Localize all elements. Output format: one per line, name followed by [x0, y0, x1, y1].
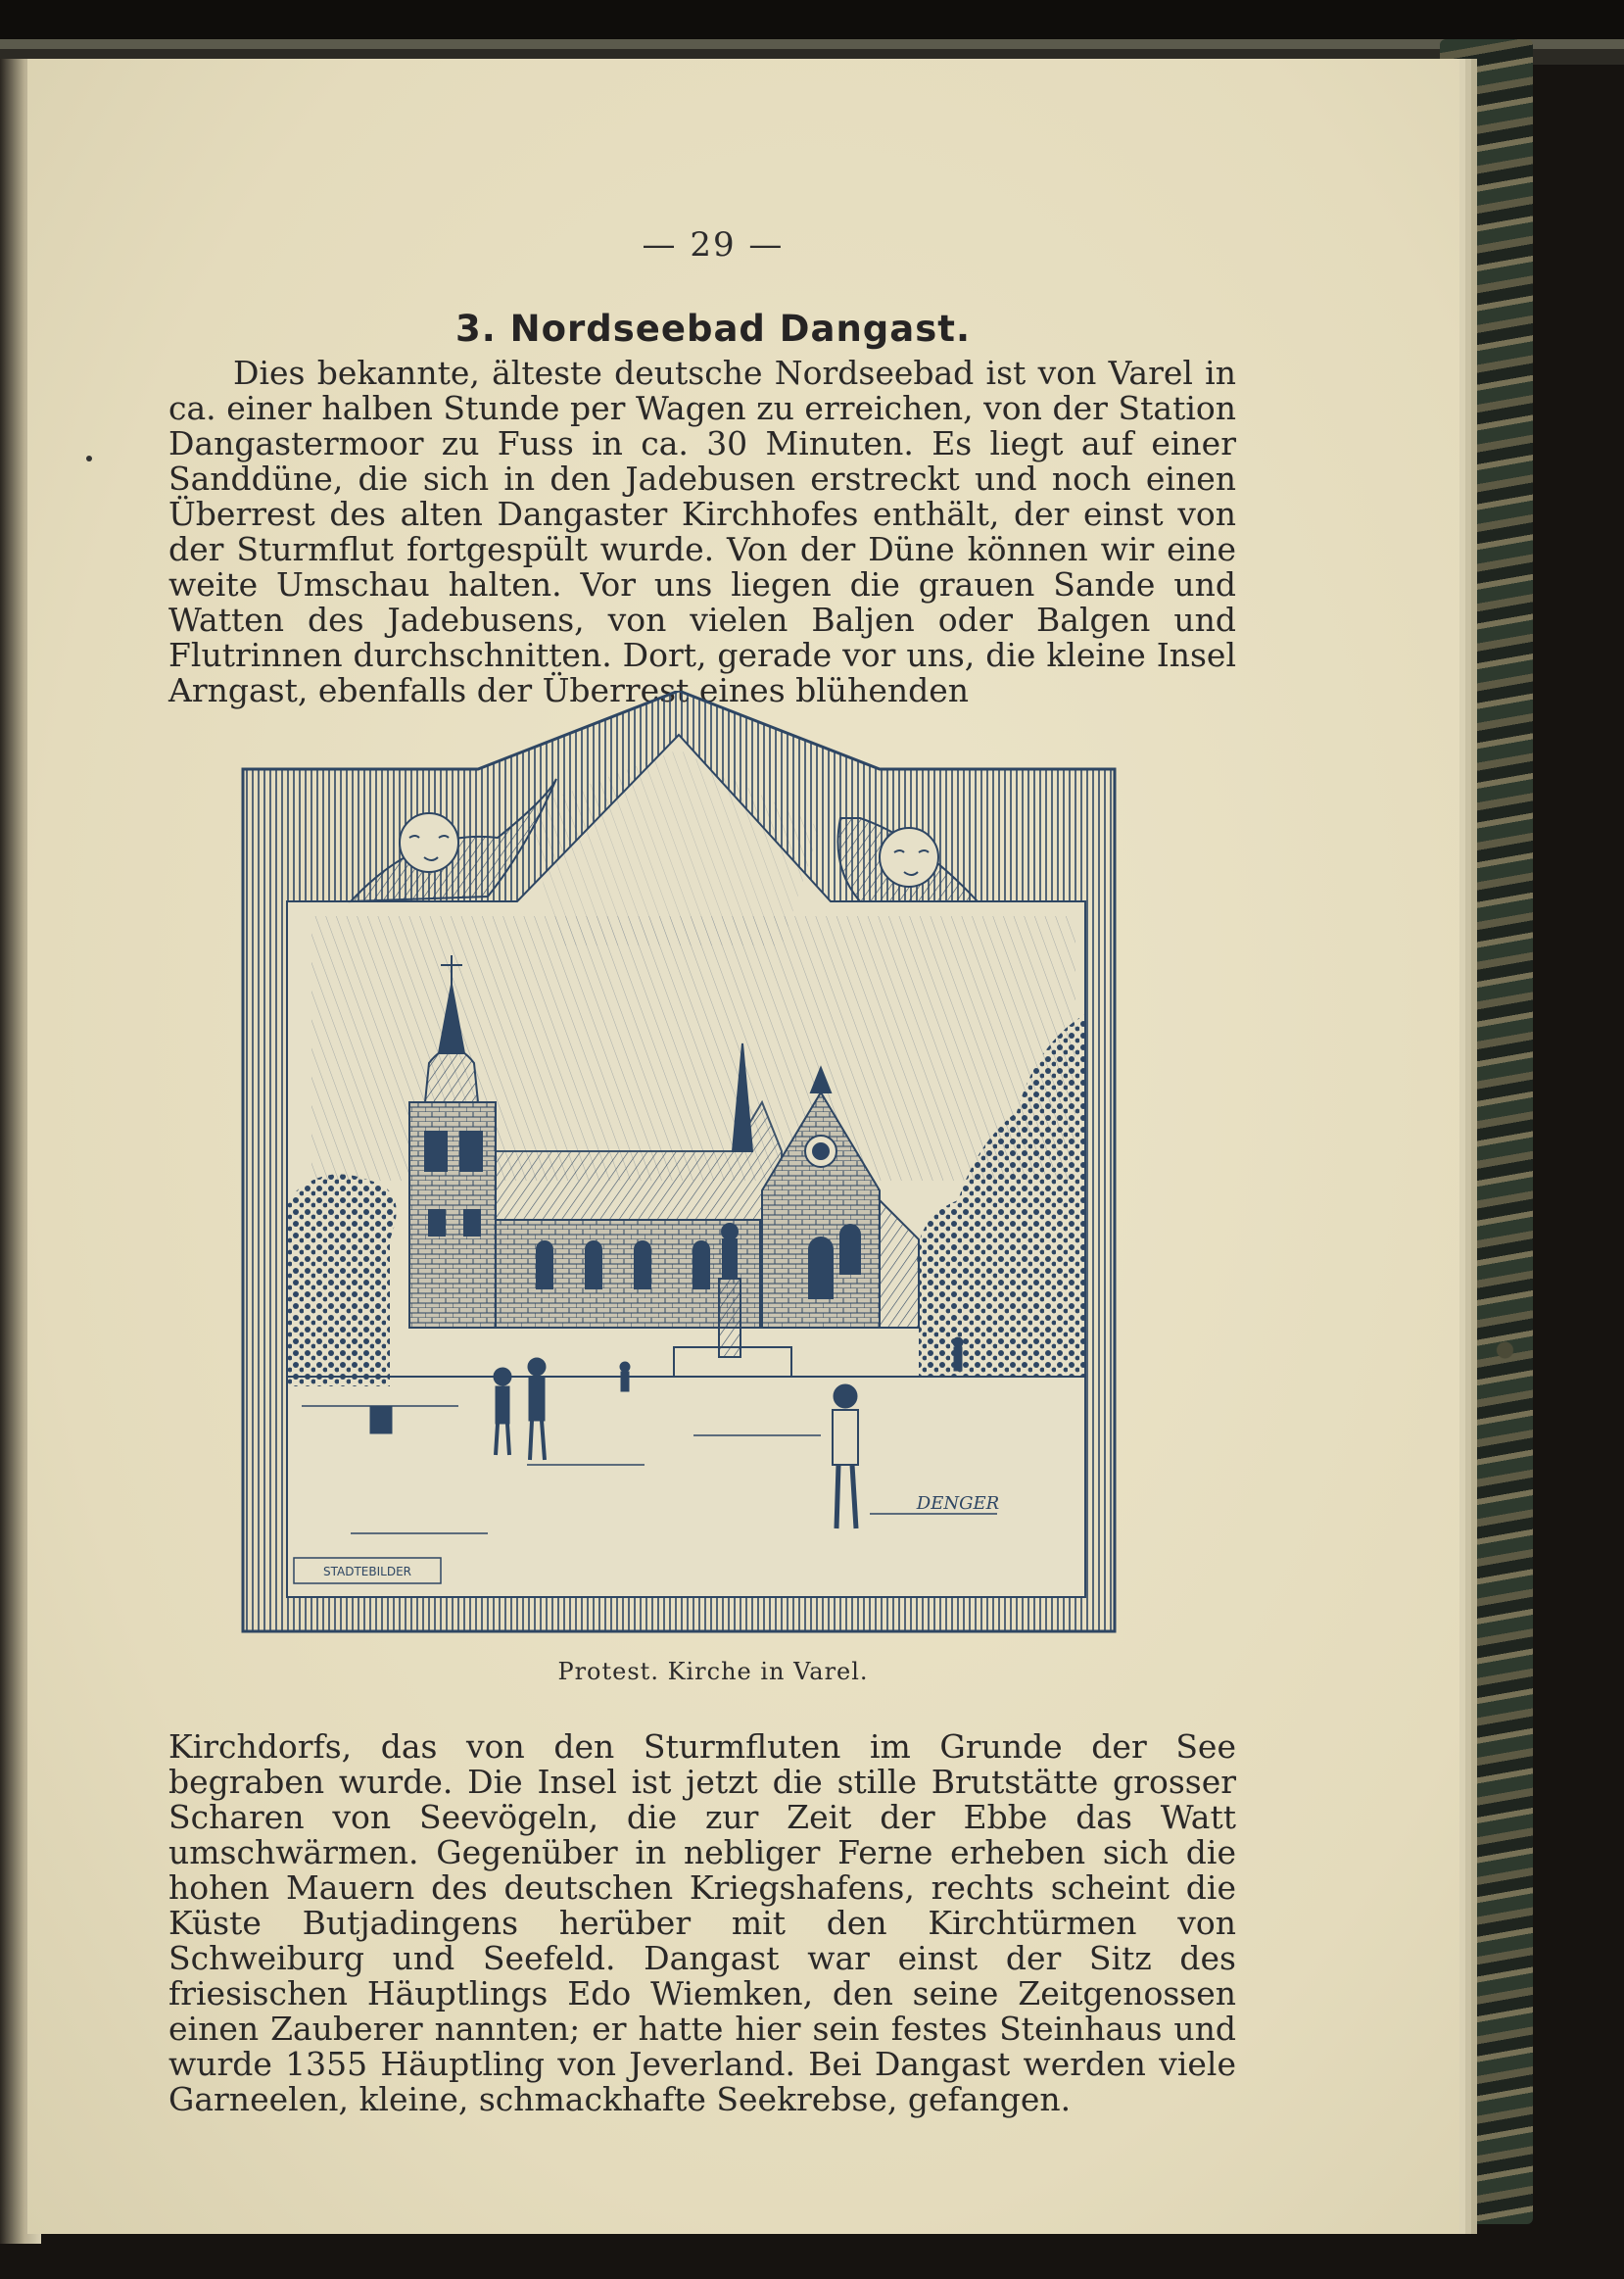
illustration-stamp: STADTEBILDER [323, 1565, 411, 1578]
paragraph-intro: Dies bekannte, älteste deutsche Nordseebad ist von Varel in ca. einer halben Stunde per Wagen zu erreichen, von der Station Dangastermoor zu Fuss in ca. 30 Minuten. Es liegt auf einer Sanddüne, die sich in den Jadebusen erstreckt und noch einen Überrest des alten Dangaster Kirchhofes enthält, der einst von der Sturmflut fortgespült wurde. Von der Düne können wir eine weite Umschau halten. Vor uns liegen die grauen Sande und Watten des Jadebusens, von vielen Baljen oder Balgen und Flutrinnen durchschnitten. Dort, gerade vor uns, die kleine Insel Arngast, ebenfalls der Überrest eines blühenden [168, 354, 1236, 709]
church-illustration [233, 691, 1124, 1641]
illustration-signature: DENGER [916, 1493, 1000, 1514]
scan-top-edge [0, 0, 1624, 65]
margin-dot [86, 456, 92, 461]
illustration-caption: Protest. Kirche in Varel. [557, 1658, 869, 1685]
paragraph-continued: Kirchdorfs, das von den Sturmfluten im Grunde der See begraben wurde. Die Insel ist jetzt die stille Brutstätte grosser Scharen von Seevögeln, die zur Zeit der Ebbe das Watt umschwärmen. Gegenüber in nebliger Ferne erheben sich die hohen Mauern des deutschen Kriegshafens, rechts scheint die Küste Butjadingens herüber mit den Kirchtürmen von Schweiburg und Seefeld. Dangast war einst der Sitz des friesischen Häuptlings Edo Wiemken, den seine Zeitgenossen einen Zauberer nannten; er hatte hier sein festes Steinhaus und wurde 1355 Häuptling von Jeverland. Bei Dangast werden viele Garneelen, kleine, schmackhafte Seekrebse, gefangen. [168, 1727, 1236, 2118]
trees-left [287, 1174, 397, 1386]
page-number-header: — 29 — [642, 225, 785, 265]
section-title: 3. Nordseebad Dangast. [454, 308, 972, 350]
book-page [27, 59, 1459, 2234]
